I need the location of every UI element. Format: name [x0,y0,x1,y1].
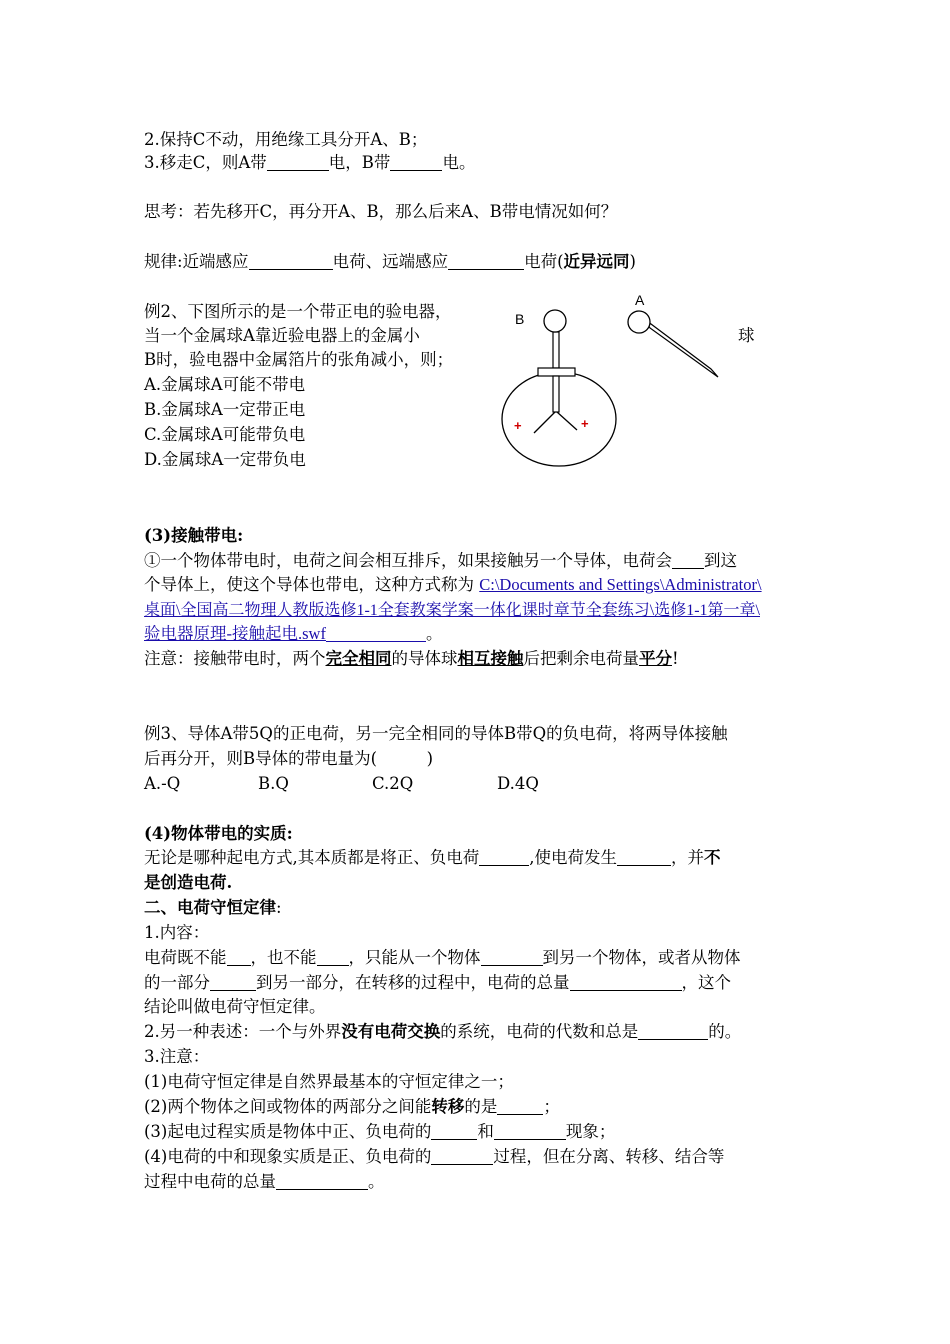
example-3-option-b: B.Q [258,774,289,793]
label-b: B [515,311,525,327]
content-line-1: 电荷既不能 ，也不能 ，只能从一个物体 到另一个物体，或者从物体 [144,948,741,967]
essence-line-2: 是创造电荷. [144,873,233,892]
content-line-3: 结论叫做电荷守恒定律。 [144,997,326,1016]
note-4-cont: 过程中电荷的总量 。 [144,1172,385,1191]
example-2-option-c: C.金属球A可能带负电 [144,425,306,444]
label-a: A [635,292,645,308]
note-4: (4)电荷的中和现象实质是正、负电荷的 过程，但在分离、转移、结合等 [144,1147,725,1166]
example-3-line-2: 后再分开，则B导体的带电量为( ) [144,749,433,768]
note-3: (3)起电过程实质是物体中正、负电荷的 和 现象； [144,1122,616,1141]
section-4-heading: (4)物体带电的实质: [144,824,293,843]
example-2-option-d: D.金属球A一定带负电 [144,450,306,469]
plus-sign-right: + [581,416,589,431]
swf-link-part-2[interactable]: 桌面\全国高二物理人教版选修1-1全套教案学案一体化课时章节全套练习\选修1-1第一章\ [144,602,760,619]
notes-label: 3.注意： [144,1047,210,1066]
swf-link-part-3[interactable]: 验电器原理-接触起电.swf [144,624,326,643]
contact-line-4: 验电器原理-接触起电.swf 。 [144,624,443,643]
contact-note: 注意：接触带电时，两个完全相同的导体球相互接触后把剩余电荷量平分! [144,649,679,668]
content-label: 1.内容： [144,923,210,942]
swf-link-part-1[interactable]: C:\Documents and Settings\Administrator\ [479,575,762,594]
note-2: (2)两个物体之间或物体的两部分之间能转移的是 ； [144,1097,560,1116]
section-conservation-heading: 二、电荷守恒定律: [144,898,282,917]
rule-line: 规律:近端感应 电荷、远端感应 电荷(近异远同) [144,252,636,271]
step-3: 3.移走C，则A带 电，B带 电。 [144,153,476,172]
essence-line-1: 无论是哪种起电方式,其本质都是将正、负电荷 ,使电荷发生 ，并不 [144,848,721,867]
contact-line-3 [144,598,760,623]
example-2-ball-char: 球 [738,326,755,345]
example-3-option-c: C.2Q [372,774,414,793]
example-2-option-b: B.金属球A一定带正电 [144,400,306,419]
metal-ball-a [628,311,650,333]
metal-ball-b [544,310,566,332]
example-3-line-1: 例3、导体A带5Q的正电荷，另一完全相同的导体B带Q的负电荷，将两导体接触 [144,724,728,743]
section-3-heading: (3)接触带电: [144,526,244,545]
example-2-line-3: B时，验电器中金属箔片的张角减小，则； [144,350,454,369]
plus-sign-left: + [514,418,522,433]
electroscope-figure [495,290,735,475]
example-3-option-a: A.-Q [144,774,181,793]
electroscope [502,310,616,466]
example-2-option-a: A.金属球A可能不带电 [144,375,306,394]
alternate-statement: 2.另一种表述：一个与外界没有电荷交换的系统，电荷的代数和总是 的。 [144,1022,742,1041]
think-question: 思考：若先移开C，再分开A、B，那么后来A、B带电情况如何？ [144,202,618,221]
content-line-2: 的一部分 到另一部分，在转移的过程中，电荷的总量 ，这个 [144,973,731,992]
note-1: (1)电荷守恒定律是自然界最基本的守恒定律之一； [144,1072,514,1091]
electroscope-cork [538,368,575,376]
example-3-option-d: D.4Q [497,774,539,793]
step-2: 2.保持C不动，用绝缘工具分开A、B； [144,130,428,149]
contact-line-2: 个导体上，使这个导体也带电，这种方式称为 C:\Documents and Settings\Administrator\ [144,575,762,594]
example-2-line-1: 例2、下图所示的是一个带正电的验电器， [144,302,452,321]
contact-line-1: ①一个物体带电时，电荷之间会相互排斥，如果接触另一个导体，电荷会 到这 [144,551,737,570]
metal-ball-a-rod [628,311,718,377]
example-2-line-2: 当一个金属球A靠近验电器上的金属小 [144,326,420,345]
electroscope-rod [553,332,559,368]
